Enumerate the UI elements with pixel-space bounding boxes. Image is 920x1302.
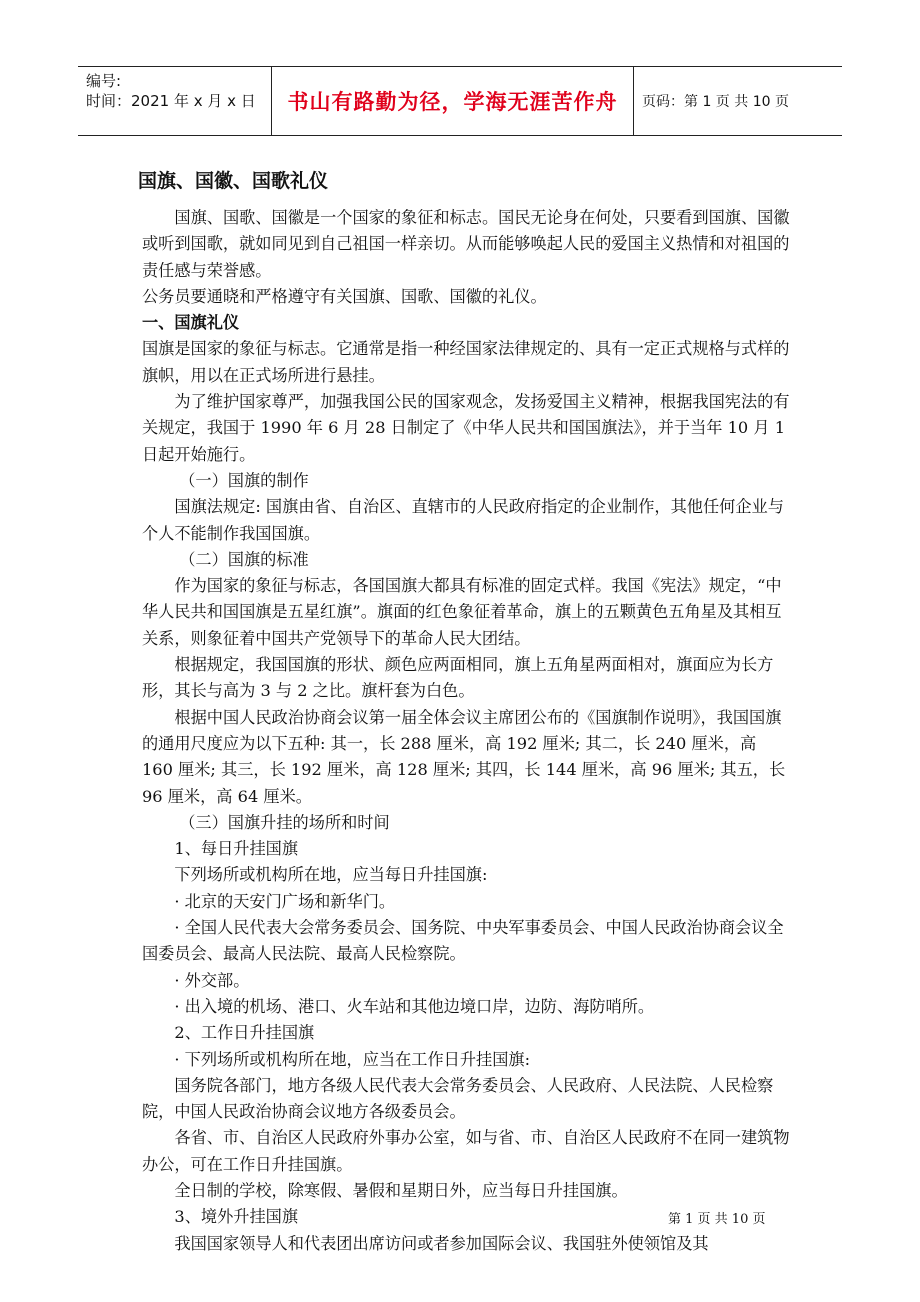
- paragraph-foreign-affairs-offices: 各省、市、自治区人民政府外事办公室，如与省、市、自治区人民政府不在同一建筑物办公，可在工作日升挂国旗。: [142, 1128, 790, 1174]
- section-heading-flag-etiquette: 一、国旗礼仪: [142, 313, 240, 333]
- page-footer: 第 1 页 共 10 页: [668, 1212, 766, 1227]
- paragraph-daily-places: 下列场所或机构所在地，应当每日升挂国旗:: [174, 865, 488, 885]
- list-item: · 下列场所或机构所在地，应当在工作日升挂国旗:: [174, 1049, 531, 1069]
- paragraph-flag-symbol: 作为国家的象征与标志，各国国旗大都具有标准的固定式样。我国《宪法》规定，“中华人民共和国国旗是五星红旗”。旗面的红色象征着革命，旗上的五颗黄色五角星及其相互关系，则象征着中国共产党领导下的革命人民大团结。: [142, 576, 782, 648]
- subheading-flag-raising: （三）国旗升挂的场所和时间: [179, 812, 390, 832]
- paragraph-intro: 国旗、国歌、国徽是一个国家的象征和标志。国民无论身在何处，只要看到国旗、国徽或听到国歌，就如同见到自己祖国一样亲切。从而能够唤起人民的爱国主义热情和对祖国的责任感与荣誉感。: [142, 208, 790, 280]
- document-title: 国旗、国徽、国歌礼仪: [138, 170, 329, 192]
- paragraph-flag-shape: 根据规定，我国国旗的形状、颜色应两面相同，旗上五角星两面相对，旗面应为长方形，其长与高为 3 与 2 之比。旗杆套为白色。: [142, 655, 774, 701]
- list-item: · 全国人民代表大会常务委员会、国务院、中央军事委员会、中国人民政治协商会议全国委员会、最高人民法院、最高人民检察院。: [142, 918, 784, 964]
- subheading-flag-making: （一）国旗的制作: [179, 470, 309, 490]
- subheading-flag-standard: （二）国旗的标准: [179, 549, 309, 569]
- paragraph-flag-sizes: 根据中国人民政治协商会议第一届全体会议主席团公布的《国旗制作说明》，我国国旗的通用尺度应为以下五种: 其一，长 288 厘米，高 192 厘米; 其二，长 240 厘米，高 160 厘米; 其三，长 192 厘米，高 128 厘米; 其四，长 144 厘米，高 96 厘米; 其五，长 96 厘米，高 64 厘米。: [142, 707, 786, 806]
- paragraph-flag-making: 国旗法规定: 国旗由省、自治区、直辖市的人民政府指定的企业制作，其他任何企业与个人不能制作我国国旗。: [142, 497, 784, 543]
- item-daily-raising: 1、每日升挂国旗: [174, 839, 299, 859]
- item-abroad-raising: 3、境外升挂国旗: [174, 1207, 299, 1227]
- item-workday-raising: 2、工作日升挂国旗: [174, 1023, 315, 1043]
- page-header: [78, 66, 842, 136]
- header-page-info: 页码：第 1 页 共 10 页: [642, 94, 789, 110]
- paragraph-flag-definition: 国旗是国家的象征与标志。它通常是指一种经国家法律规定的、具有一定正式规格与式样的旗帜，用以在正式场所进行悬挂。: [142, 339, 790, 385]
- paragraph-schools: 全日制的学校，除寒假、暑假和星期日外，应当每日升挂国旗。: [174, 1180, 628, 1200]
- header-motto: 书山有路勤为径，学海无涯苦作舟: [272, 67, 634, 135]
- date-label: 时间：2021 年 x 月 x 日: [86, 92, 256, 110]
- paragraph-flag-law: 为了维护国家尊严，加强我国公民的国家观念，发扬爱国主义精神，根据我国宪法的有关规定，我国于 1990 年 6 月 28 日制定了《中华人民共和国国旗法》，并于当年 10 月 1 日起开始施行。: [142, 392, 790, 464]
- list-item: · 外交部。: [174, 970, 250, 990]
- paragraph-civil-servants: 公务员要通晓和严格遵守有关国旗、国歌、国徽的礼仪。: [142, 286, 547, 306]
- paragraph-state-council-departments: 国务院各部门，地方各级人民代表大会常务委员会、人民政府、人民法院、人民检察院，中国人民政治协商会议地方各级委员会。: [142, 1075, 774, 1122]
- list-item: · 北京的天安门广场和新华门。: [174, 891, 396, 911]
- paragraph-abroad: 我国国家领导人和代表团出席访问或者参加国际会议、我国驻外使领馆及其: [174, 1233, 709, 1253]
- list-item: · 出入境的机场、港口、火车站和其他边境口岸，边防、海防哨所。: [174, 996, 655, 1016]
- document-body: [142, 205, 792, 1257]
- doc-number-label: 编号:: [86, 72, 122, 90]
- header-meta: [78, 67, 272, 135]
